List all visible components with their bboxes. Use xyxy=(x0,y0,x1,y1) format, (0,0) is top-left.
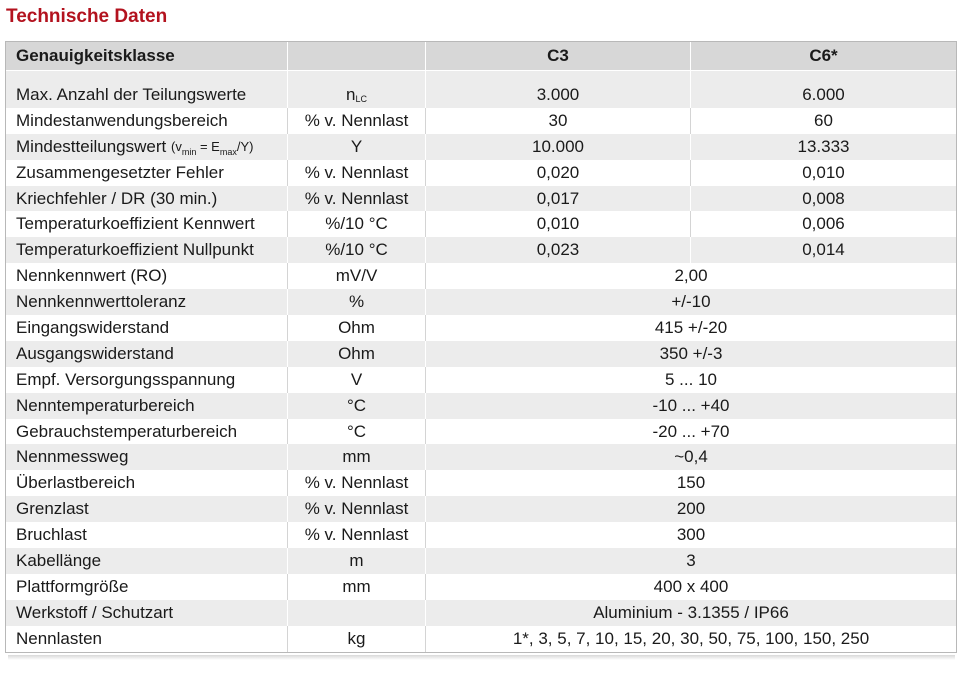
table-row xyxy=(6,82,956,108)
row-value-c3: 30 xyxy=(425,108,690,134)
table-row xyxy=(6,626,956,652)
row-value-c3: 3.000 xyxy=(425,82,690,108)
row-value-c3: 10.000 xyxy=(425,134,690,160)
row-label: Mindestanwendungsbereich xyxy=(16,110,228,130)
table-header xyxy=(6,42,956,71)
row-label: Werkstoff / Schutzart xyxy=(16,602,174,622)
row-value-c6: 0,006 xyxy=(690,211,956,237)
row-label: Plattformgröße xyxy=(16,576,129,596)
header-c6: C6* xyxy=(690,42,956,70)
row-unit: kg xyxy=(287,626,425,652)
row-label: Nennkennwert (RO) xyxy=(16,266,168,286)
row-value: 300 xyxy=(425,522,956,548)
row-unit: %/10 °C xyxy=(287,211,425,237)
header-c3: C3 xyxy=(425,42,690,70)
row-label: Zusammengesetzter Fehler xyxy=(16,162,224,182)
row-unit: % xyxy=(287,289,425,315)
row-value-c6: 0,008 xyxy=(690,186,956,212)
row-value: 350 +/-3 xyxy=(425,341,956,367)
table-row xyxy=(6,211,956,237)
row-value-c3: 0,010 xyxy=(425,211,690,237)
row-label: Mindestteilungswert $(v_{min} = E_{max}/Y)$ xyxy=(16,136,254,158)
table-row xyxy=(6,419,956,445)
table-row xyxy=(6,160,956,186)
table-row xyxy=(6,574,956,600)
row-label: Empf. Versorgungsspannung xyxy=(16,369,236,389)
row-value: 150 xyxy=(425,470,956,496)
row-value: 1*, 3, 5, 7, 10, 15, 20, 30, 50, 75, 100, 150, 250 xyxy=(425,626,956,652)
row-value: +/-10 xyxy=(425,289,956,315)
row-value: 3 xyxy=(425,548,956,574)
header-label: Genauigkeitsklasse xyxy=(16,46,175,65)
table-row xyxy=(6,393,956,419)
table-row xyxy=(6,263,956,289)
table-row xyxy=(6,341,956,367)
row-unit: n LC xyxy=(287,82,425,108)
row-value: 5 ... 10 xyxy=(425,367,956,393)
table-row xyxy=(6,548,956,574)
table-row xyxy=(6,522,956,548)
row-label: Max. Anzahl der Teilungswerte xyxy=(16,84,247,104)
spec-table xyxy=(5,41,957,653)
table-row xyxy=(6,289,956,315)
row-unit: Ohm xyxy=(287,341,425,367)
row-value: ~0,4 xyxy=(425,444,956,470)
row-label: Nennmessweg xyxy=(16,447,129,467)
row-unit: % v. Nennlast xyxy=(287,522,425,548)
header-spacer xyxy=(6,71,956,82)
row-value-c6: 0,010 xyxy=(690,160,956,186)
row-value-c6: 13.333 xyxy=(690,134,956,160)
section-title: Technische Daten xyxy=(6,6,168,27)
table-row xyxy=(6,237,956,263)
row-unit: mV/V xyxy=(287,263,425,289)
table-row xyxy=(6,444,956,470)
row-label: Überlastbereich xyxy=(16,473,136,493)
table-row xyxy=(6,134,956,160)
table-row xyxy=(6,315,956,341)
row-unit: V xyxy=(287,367,425,393)
row-unit: % v. Nennlast xyxy=(287,108,425,134)
row-label: Gebrauchstemperaturbereich xyxy=(16,421,238,441)
table-row xyxy=(6,496,956,522)
row-label: Temperaturkoeffizient Nullpunkt xyxy=(16,240,254,260)
row-unit: % v. Nennlast xyxy=(287,186,425,212)
table-row xyxy=(6,108,956,134)
row-value: -10 ... +40 xyxy=(425,393,956,419)
row-label: Bruchlast xyxy=(16,525,87,545)
row-label: Temperaturkoeffizient Kennwert xyxy=(16,214,255,234)
row-value-c6: 60 xyxy=(690,108,956,134)
row-label: Kriechfehler / DR (30 min.) xyxy=(16,188,218,208)
header-unit xyxy=(287,42,425,70)
row-value-c3: 0,020 xyxy=(425,160,690,186)
row-value: 2,00 xyxy=(425,263,956,289)
row-value-c6: 0,014 xyxy=(690,237,956,263)
row-label: Grenzlast xyxy=(16,499,89,519)
row-label: Nenntemperaturbereich xyxy=(16,395,195,415)
row-unit: m xyxy=(287,548,425,574)
row-unit: Y xyxy=(287,134,425,160)
row-label: Eingangswiderstand xyxy=(16,317,170,337)
row-value-c3: 0,017 xyxy=(425,186,690,212)
row-unit: °C xyxy=(287,393,425,419)
row-unit: %/10 °C xyxy=(287,237,425,263)
table-row xyxy=(6,600,956,626)
table-row xyxy=(6,186,956,212)
row-value-c6: 6.000 xyxy=(690,82,956,108)
table-row xyxy=(6,470,956,496)
row-value: Aluminium - 3.1355 / IP66 xyxy=(425,600,956,626)
table-row xyxy=(6,367,956,393)
row-unit: mm xyxy=(287,444,425,470)
row-label: Ausgangswiderstand xyxy=(16,343,174,363)
row-value: 400 x 400 xyxy=(425,574,956,600)
row-label: Nennkennwerttoleranz xyxy=(16,292,187,312)
row-value: -20 ... +70 xyxy=(425,419,956,445)
row-value-c3: 0,023 xyxy=(425,237,690,263)
row-unit xyxy=(287,600,425,626)
row-unit: °C xyxy=(287,419,425,445)
row-unit: Ohm xyxy=(287,315,425,341)
row-unit: % v. Nennlast xyxy=(287,496,425,522)
row-label: Nennlasten xyxy=(16,628,103,648)
row-label: Kabellänge xyxy=(16,550,102,570)
table-shadow xyxy=(8,655,955,660)
row-unit: % v. Nennlast xyxy=(287,470,425,496)
row-unit: mm xyxy=(287,574,425,600)
row-value: 415 +/-20 xyxy=(425,315,956,341)
row-value: 200 xyxy=(425,496,956,522)
row-unit: % v. Nennlast xyxy=(287,160,425,186)
